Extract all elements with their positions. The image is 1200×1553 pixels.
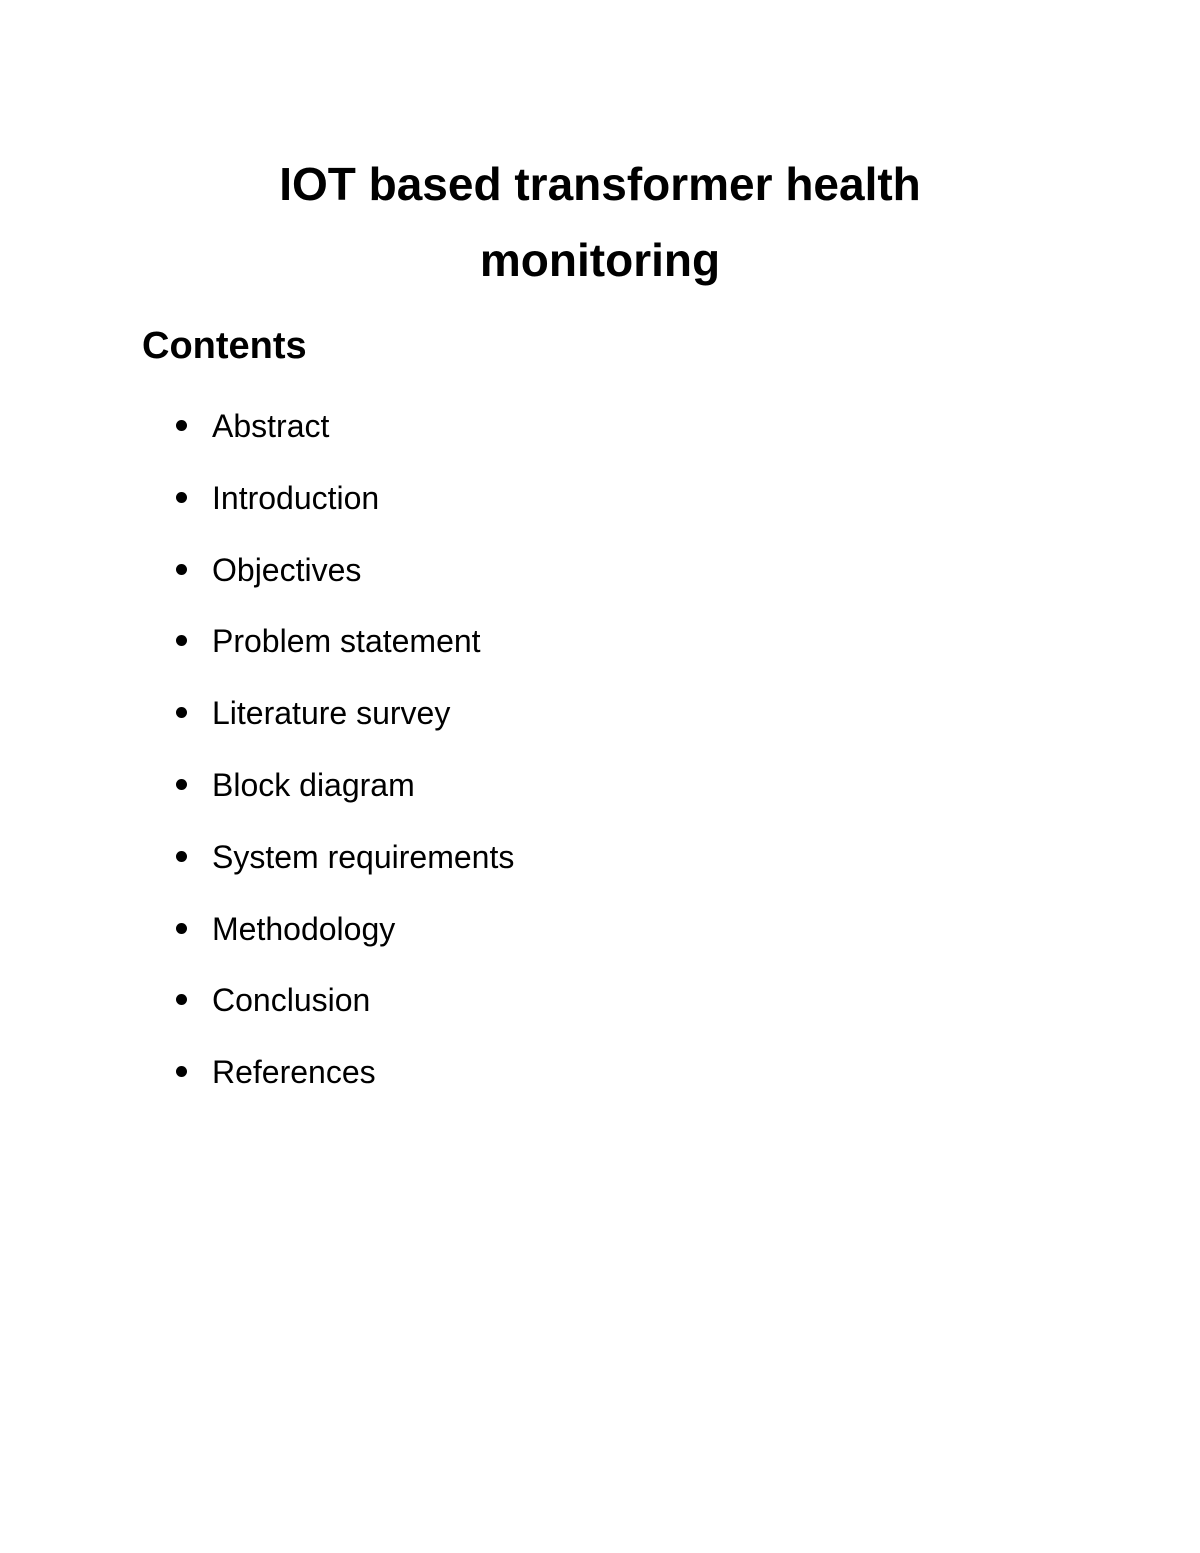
contents-heading: Contents (142, 325, 307, 367)
contents-item-label: Methodology (212, 910, 396, 947)
contents-item-literature-survey (0, 687, 1200, 759)
contents-item-label: Conclusion (212, 982, 371, 1019)
contents-item-introduction (0, 472, 1200, 544)
bullet-icon (176, 420, 187, 431)
bullet-icon (176, 1066, 187, 1077)
contents-item-objectives (0, 544, 1200, 616)
contents-item-label: System requirements (212, 838, 515, 875)
document-title-line-2: monitoring (479, 234, 721, 286)
contents-item-label: Introduction (212, 479, 380, 516)
bullet-icon (176, 707, 187, 718)
bullet-icon (176, 994, 187, 1005)
contents-item-block-diagram (0, 759, 1200, 831)
contents-list (0, 400, 1200, 1118)
contents-item-label: Problem statement (212, 623, 481, 660)
bullet-icon (176, 779, 187, 790)
bullet-icon (176, 851, 187, 862)
contents-item-abstract (0, 400, 1200, 472)
contents-item-conclusion (0, 974, 1200, 1046)
contents-item-references (0, 1046, 1200, 1118)
document-title-line-1: IOT based transformer health (279, 158, 921, 210)
contents-item-label: References (212, 1054, 376, 1091)
contents-item-label: Literature survey (212, 695, 451, 732)
bullet-icon (176, 564, 187, 575)
bullet-icon (176, 923, 187, 934)
document-title (0, 146, 1200, 298)
contents-item-label: Block diagram (212, 766, 415, 803)
contents-item-label: Objectives (212, 551, 362, 588)
contents-item-problem-statement (0, 615, 1200, 687)
bullet-icon (176, 492, 187, 503)
contents-item-methodology (0, 903, 1200, 975)
contents-item-label: Abstract (212, 408, 330, 444)
contents-item-system-requirements (0, 831, 1200, 903)
bullet-icon (176, 635, 187, 646)
